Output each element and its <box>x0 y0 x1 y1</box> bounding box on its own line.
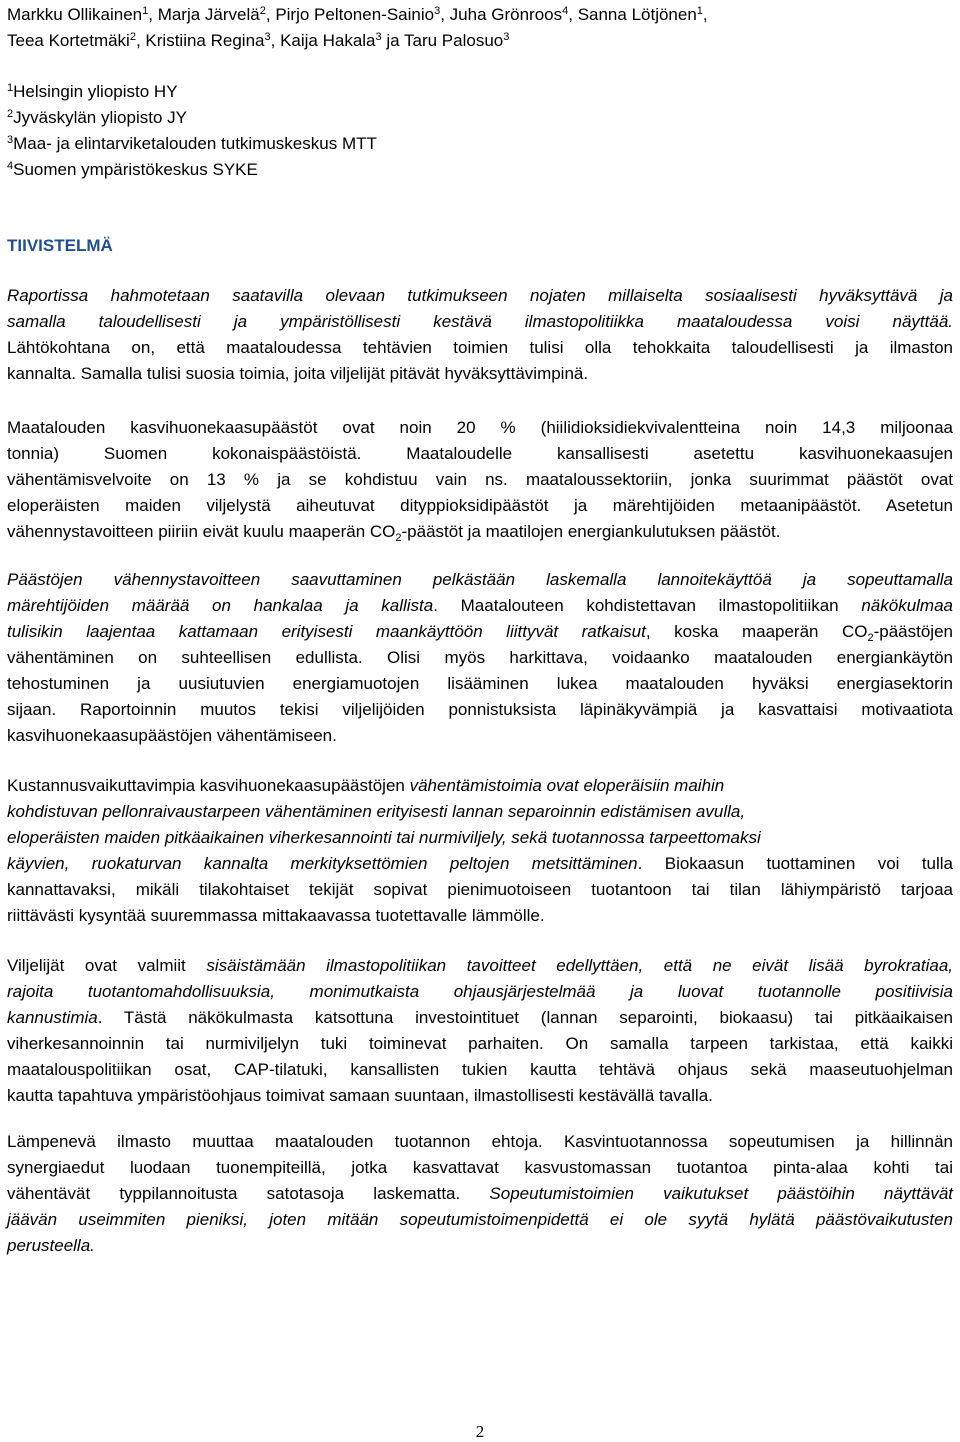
paragraph-line: riittävästi kysyntää suuremmassa mittakaavassa tuotettavalle lämmölle. <box>7 906 545 925</box>
affiliation: $^1$Helsingin yliopisto HY <box>7 82 178 101</box>
author-name: Taru Palosuo <box>404 31 504 50</box>
paragraph-line: Viljelijät ovat valmiit sisäistämään ilmastopolitiikan tavoitteet edellyttäen, että ne eivät lisää byrokratiaa, <box>7 956 954 975</box>
author-name: Marja Järvelä <box>157 5 260 24</box>
author-name: Markku Ollikainen <box>7 5 143 24</box>
paragraph-line: rajoita tuotantomahdollisuuksia, monimutkaista ohjausjärjestelmää ja luovat tuotannolle positiivisia <box>7 982 953 1001</box>
paragraph-line: vähentämisvelvoite on 13 % ja se kohdistuu vain ns. maataloussektoriin, jonka suurimmat päästöt ovat <box>7 470 953 489</box>
author-name: Kaija Hakala <box>280 31 376 50</box>
author-name: Juha Grönroos <box>449 5 563 24</box>
paragraph-line: Lähtökohtana on, että maataloudessa tehtävien toimien tulisi olla tehokkaita taloudellisesti ja ilmaston <box>7 338 953 357</box>
paragraph-line: märehtijöiden määrää on hankalaa ja kallista. Maatalouteen kohdistettavan ilmastopolitiikan näkökulmaa <box>7 596 953 615</box>
paragraph-line: käyvien, ruokaturvan kannalta merkityksettömien peltojen metsittäminen. Biokaasun tuottaminen voi tulla <box>7 854 954 873</box>
affiliation-ref: 1 <box>142 5 149 17</box>
paragraph-line: tulisikin laajentaa kattamaan erityisesti maankäyttöön liittyvät ratkaisut, koska maaperän $CO_2$-päästöjen <box>7 622 953 644</box>
paragraph-line: Kustannusvaikuttavimpia kasvihuonekaasupäästöjen vähentämistoimia ovat eloperäisiin maihin <box>7 776 725 795</box>
page-number: 2 <box>475 1422 485 1441</box>
paragraph-line: kannustimia. Tästä näkökulmasta katsottuna investointituet (lannan separointi, biokaasu) tai pitkäaikaisen <box>7 1008 953 1027</box>
affiliation-ref: 3 <box>375 31 382 43</box>
paragraph-line: viherkesannoinnin tai nurmiviljelyn tuki toiminevat parhaiten. On samalla tarpeen tarkistaa, että kaikki <box>7 1034 953 1053</box>
paragraph-line: vähentävät typpilannoitusta satotasoja laskematta. Sopeutumistoimien vaikutukset päästöihin näyttävät <box>7 1184 954 1203</box>
paragraph-line: perusteella. <box>7 1236 95 1255</box>
paragraph-line: synergiaedut luodaan tuonempiteillä, jotka kasvattavat kasvustomassan tuotantoa pinta-alaa kohti tai <box>7 1158 953 1177</box>
affiliation-ref: 4 <box>562 5 569 17</box>
paragraph-line: sijaan. Raportoinnin muutos tekisi viljelijöiden ponnistuksista läpinäkyvämpiä ja kasvattaisi motivaatiota <box>7 700 953 719</box>
paragraph-line: kannattavaksi, mikäli tilakohtaiset tekijät sopivat pienimuotoiseen tuotantoon tai tilan lähiympäristö tarjoaa <box>7 880 953 899</box>
paragraph-line: tonnia) Suomen kokonaispäästöistä. Maataloudelle kansallisesti asetettu kasvihuonekaasujen <box>7 444 953 463</box>
paragraph-line: eloperäisten maiden viljelystä aiheutuvat dityppioksidipäästöt ja märehtijöiden metaanipäästöt. Asetetun <box>7 496 953 515</box>
author-name: Pirjo Peltonen-Sainio <box>275 5 435 24</box>
paragraph-line: Päästöjen vähennystavoitteen saavuttaminen pelkästään laskemalla lannoitekäyttöä ja sopeuttamalla <box>7 570 953 589</box>
author-name: Sanna Lötjönen <box>577 5 697 24</box>
author-name: Kristiina Regina <box>145 31 265 50</box>
paragraph-line: Maatalouden kasvihuonekaasupäästöt ovat noin 20 % (hiilidioksidiekvivalentteina noin 14,3 miljoonaa <box>7 418 953 437</box>
paragraph-line: vähentäminen on suhteellisen edullista. Olisi myös harkittava, voidaanko maatalouden energiankäytön <box>7 648 953 667</box>
author-line-2: Teea Kortetmäki$^2$, Kristiina Regina$^3$, Kaija Hakala$^3$ ja Taru Palosuo$^3$ <box>7 31 510 50</box>
affiliation: $^4$Suomen ympäristökeskus SYKE <box>7 160 258 179</box>
affiliation-ref: 2 <box>129 31 136 43</box>
paragraph-line: kautta tapahtuva ympäristöohjaus toimivat samaan suuntaan, ilmastollisesti kestävällä tavalla. <box>7 1086 713 1105</box>
section-heading: TIIVISTELMÄ <box>7 236 113 255</box>
author-name: Teea Kortetmäki <box>7 31 130 50</box>
affiliation-ref: 3 <box>503 31 510 43</box>
paragraph-line: Raportissa hahmotetaan saatavilla olevaan tutkimukseen nojaten millaiselta sosiaalisesti hyväksyttävä ja <box>7 286 953 305</box>
paragraph-line: Lämpenevä ilmasto muuttaa maatalouden tuotannon ehtoja. Kasvintuotannossa sopeutumisen ja hillinnän <box>7 1132 953 1151</box>
affiliation-ref: 3 <box>434 5 441 17</box>
author-line-1: Markku Ollikainen$^1$, Marja Järvelä$^2$, Pirjo Peltonen-Sainio$^3$, Juha Grönroos$^4$, Sanna Lötjönen$^1$, <box>7 5 708 24</box>
paragraph-line: samalla taloudellisesti ja ympäristöllisesti kestävä ilmastopolitiikka maataloudessa voisi näyttää. <box>7 312 953 331</box>
paragraph-line: vähennystavoitteen piiriin eivät kuulu maaperän $CO_2$-päästöt ja maatilojen energiankulutuksen päästöt. <box>7 522 781 544</box>
paragraph-line: kannalta. Samalla tulisi suosia toimia, joita viljelijät pitävät hyväksyttävimpinä. <box>7 364 589 383</box>
paragraph-line: kohdistuvan pellonraivaustarpeen vähentäminen erityisesti lannan separoinnin edistämisen avulla, <box>7 802 746 821</box>
paragraph-line: jäävän useimmiten pieniksi, joten mitään sopeutumistoimenpidettä ei ole syytä hylätä päästövaikutusten <box>7 1210 953 1229</box>
paragraph-line: eloperäisten maiden pitkäaikainen viherkesannointi tai nurmiviljely, sekä tuotannossa tarpeettomaksi <box>7 828 761 847</box>
paragraph-line: tehostuminen ja uusiutuvien energiamuotojen lisääminen lukea maatalouden hyväksi energiasektorin <box>7 674 953 693</box>
affiliation-ref: 2 <box>259 5 266 17</box>
affiliation: $^2$Jyväskylän yliopisto JY <box>7 108 187 127</box>
affiliation-ref: 1 <box>696 5 703 17</box>
affiliation: $^3$Maa- ja elintarviketalouden tutkimuskeskus MTT <box>7 134 377 153</box>
affiliation-ref: 3 <box>264 31 271 43</box>
paragraph-line: maatalouspolitiikan osat, CAP-tilatuki, kansallisten tukien kautta tehtävä ohjaus sekä maaseutuohjelman <box>7 1060 953 1079</box>
paragraph-line: kasvihuonekaasupäästöjen vähentämiseen. <box>7 726 337 745</box>
